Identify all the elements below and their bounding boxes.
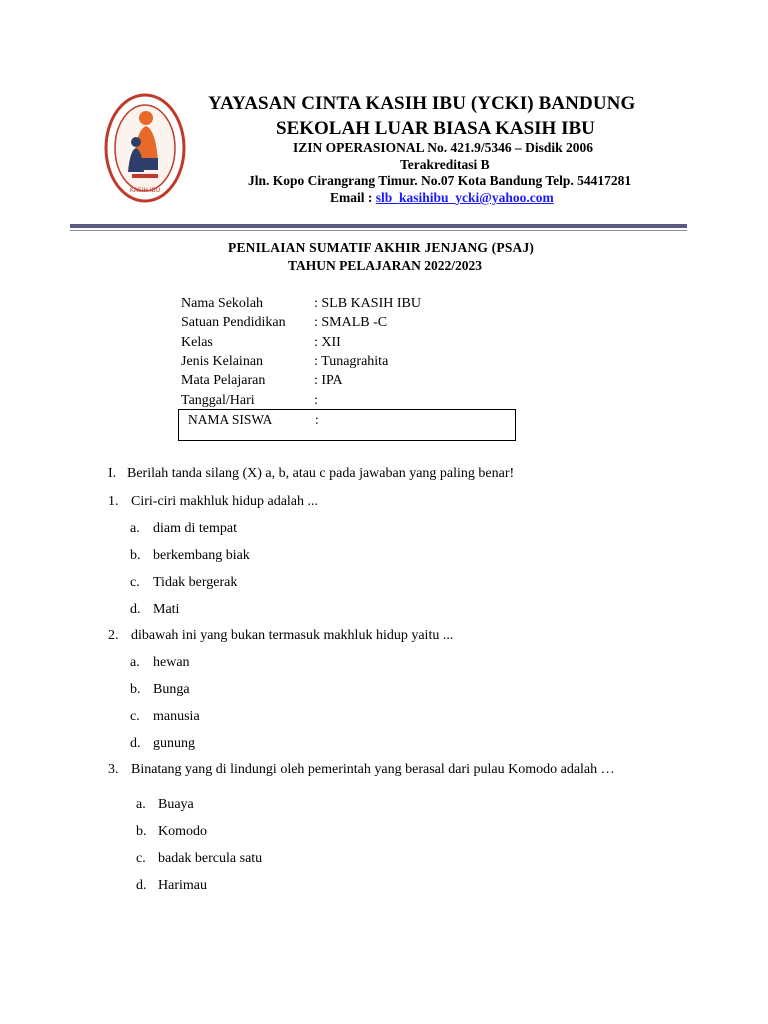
question-text: Binatang yang di lindungi oleh pemerintah yang berasal dari pulau Komodo adalah … xyxy=(131,762,615,777)
option-letter: a. xyxy=(130,521,140,536)
field-value: : SLB KASIH IBU xyxy=(314,296,421,311)
option-letter: d. xyxy=(130,602,141,617)
option-text: Buaya xyxy=(158,797,194,812)
field-value: : IPA xyxy=(314,373,343,388)
option-letter: b. xyxy=(130,548,141,563)
field-label: Jenis Kelainan xyxy=(181,354,264,369)
option-letter: c. xyxy=(136,851,146,866)
option-letter: c. xyxy=(130,709,140,724)
option-text: Komodo xyxy=(158,824,207,839)
field-label: Tanggal/Hari xyxy=(181,393,255,408)
letterhead-rule xyxy=(70,224,687,228)
option-letter: a. xyxy=(130,655,140,670)
school-logo-icon xyxy=(104,92,186,204)
question-number: 1. xyxy=(108,494,119,509)
field-label: Nama Sekolah xyxy=(181,296,264,311)
accreditation-text: Terakreditasi B xyxy=(400,157,490,172)
field-label: Kelas xyxy=(181,335,213,350)
option-letter: c. xyxy=(130,575,140,590)
option-letter: b. xyxy=(136,824,147,839)
question-text: Ciri-ciri makhluk hidup adalah ... xyxy=(131,494,319,509)
student-name-value: : xyxy=(315,412,319,427)
option-text: manusia xyxy=(153,709,200,724)
permit-text: IZIN OPERASIONAL No. 421.9/5346 – Disdik 2006 xyxy=(293,140,594,155)
email-line xyxy=(330,190,554,206)
option-text: gunung xyxy=(153,736,195,751)
question-number: 2. xyxy=(108,628,119,643)
email-link[interactable]: slb_kasihibu_ycki@yahoo.com xyxy=(375,190,554,205)
question-text: dibawah ini yang bukan termasuk makhluk hidup yaitu ... xyxy=(131,628,454,643)
svg-text:KASIH IBU: KASIH IBU xyxy=(129,187,161,194)
instruction-text: Berilah tanda silang (X) a, b, atau c pada jawaban yang paling benar! xyxy=(127,466,515,481)
option-text: Mati xyxy=(153,602,180,617)
field-value: : Tunagrahita xyxy=(314,354,389,369)
option-text: diam di tempat xyxy=(153,521,237,536)
option-text: Harimau xyxy=(158,878,207,893)
exam-title: PENILAIAN SUMATIF AKHIR JENJANG (PSAJ) xyxy=(228,240,535,255)
email-label: Email : xyxy=(330,190,376,205)
foundation-name: YAYASAN CINTA KASIH IBU (YCKI) BANDUNG xyxy=(208,93,636,114)
question-number: 3. xyxy=(108,762,119,777)
field-value: : XII xyxy=(314,335,341,350)
option-text: berkembang biak xyxy=(153,548,250,563)
academic-year: TAHUN PELAJARAN 2022/2023 xyxy=(288,258,483,273)
option-letter: d. xyxy=(136,878,147,893)
field-label: Mata Pelajaran xyxy=(181,373,266,388)
address-text: Jln. Kopo Cirangrang Timur. No.07 Kota Bandung Telp. 54417281 xyxy=(248,173,632,188)
option-text: hewan xyxy=(153,655,190,670)
field-label: Satuan Pendidikan xyxy=(181,315,286,330)
option-letter: d. xyxy=(130,736,141,751)
field-value: : xyxy=(314,393,318,408)
option-text: Bunga xyxy=(153,682,190,697)
field-value: : SMALB -C xyxy=(314,315,388,330)
option-text: Tidak bergerak xyxy=(153,575,238,590)
student-name-label: NAMA SISWA xyxy=(188,412,273,427)
school-name: SEKOLAH LUAR BIASA KASIH IBU xyxy=(276,118,595,139)
option-letter: a. xyxy=(136,797,146,812)
letterhead-rule-thin xyxy=(70,230,687,231)
instruction-number: I. xyxy=(108,466,117,481)
option-text: badak bercula satu xyxy=(158,851,263,866)
option-letter: b. xyxy=(130,682,141,697)
